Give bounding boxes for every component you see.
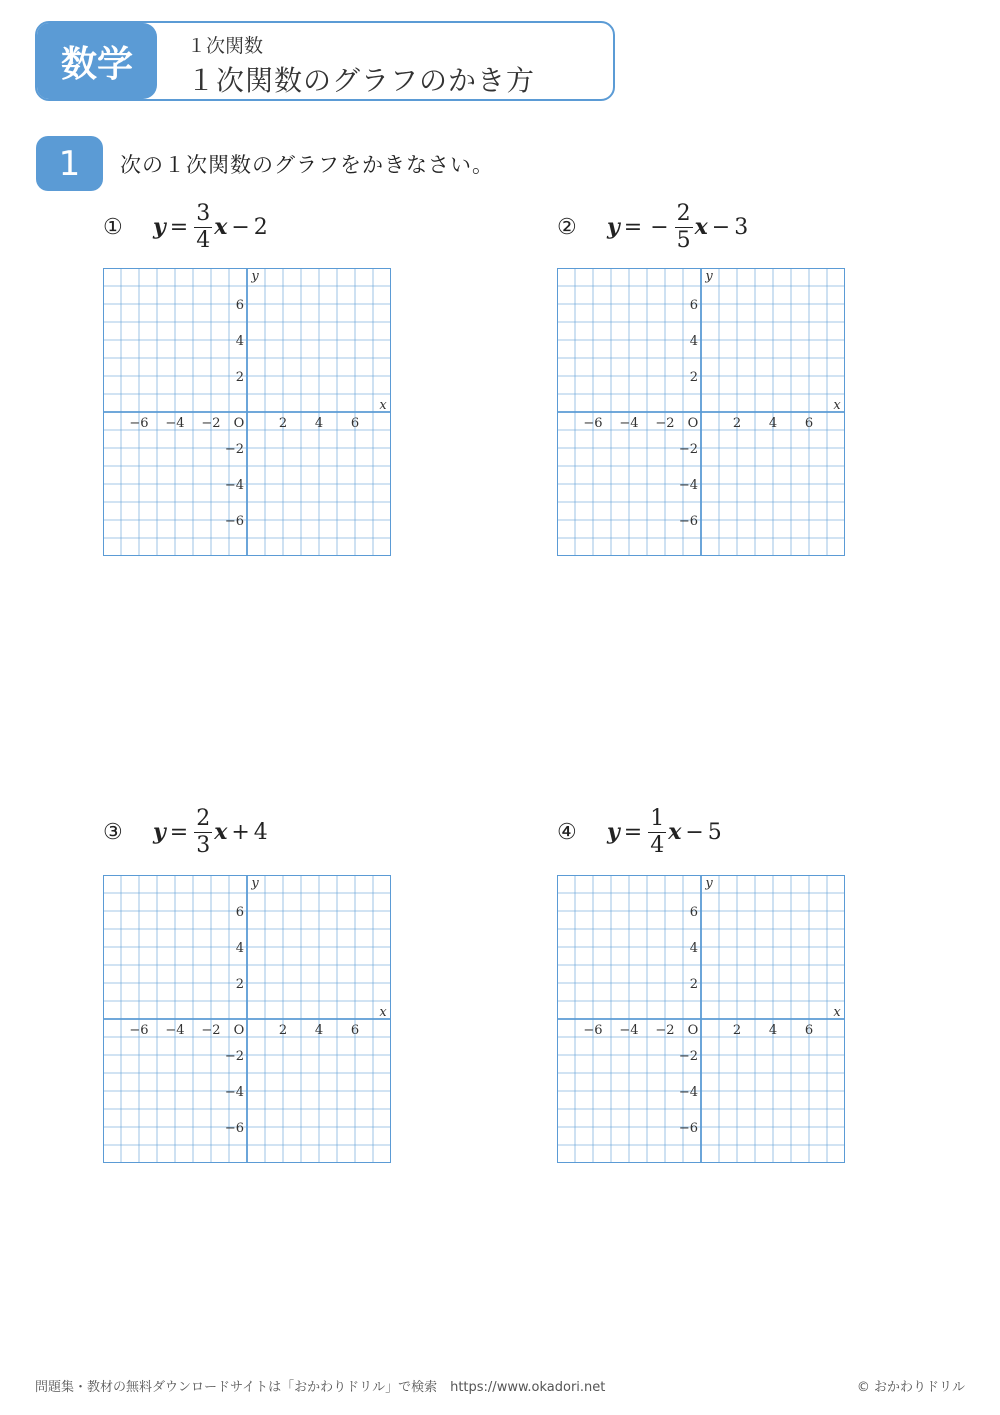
origin-label: O bbox=[233, 416, 245, 431]
y-tick-label: −6 bbox=[678, 1121, 698, 1136]
fraction-denominator: 4 bbox=[650, 832, 665, 858]
formula-fraction bbox=[194, 200, 212, 253]
y-tick-label: 6 bbox=[235, 905, 244, 920]
y-tick-label: −2 bbox=[678, 442, 698, 457]
y-tick-label: 2 bbox=[235, 370, 244, 385]
y-tick-label: 6 bbox=[689, 298, 698, 313]
y-axis-label: y bbox=[705, 269, 713, 284]
formula-lhs: y bbox=[607, 214, 620, 240]
formula-variable: x bbox=[694, 214, 708, 240]
formula-equals: = bbox=[623, 819, 643, 845]
y-tick-label: 4 bbox=[235, 941, 244, 956]
coordinate-grid-3[interactable] bbox=[103, 875, 391, 1163]
formula-constant: 3 bbox=[734, 214, 749, 240]
formula-operator: − bbox=[231, 214, 250, 240]
y-axis-label: y bbox=[251, 269, 259, 284]
x-tick-label: −2 bbox=[655, 1023, 675, 1038]
formula-variable: x bbox=[214, 819, 228, 845]
x-tick-label: −2 bbox=[655, 416, 675, 431]
y-tick-label: −2 bbox=[224, 1049, 244, 1064]
x-tick-label: −4 bbox=[165, 1023, 185, 1038]
x-tick-label: −6 bbox=[583, 416, 603, 431]
x-tick-label: 4 bbox=[768, 416, 778, 431]
y-tick-label: −4 bbox=[224, 478, 244, 493]
y-tick-label: −2 bbox=[678, 1049, 698, 1064]
formula-fraction bbox=[648, 805, 666, 858]
x-tick-label: 6 bbox=[350, 416, 360, 431]
y-tick-label: 4 bbox=[689, 334, 698, 349]
x-tick-label: −6 bbox=[583, 1023, 603, 1038]
problem-1-formula bbox=[103, 197, 268, 257]
formula-operator: + bbox=[231, 819, 250, 845]
x-tick-label: 6 bbox=[804, 416, 814, 431]
problem-number: ② bbox=[557, 214, 577, 240]
x-tick-label: 2 bbox=[732, 416, 742, 431]
x-axis-label: x bbox=[833, 398, 841, 413]
formula-variable: x bbox=[214, 214, 228, 240]
y-tick-label: 4 bbox=[689, 941, 698, 956]
formula-lhs: y bbox=[153, 819, 166, 845]
problem-number: ③ bbox=[103, 819, 123, 845]
formula-constant: 2 bbox=[253, 214, 268, 240]
y-tick-label: 2 bbox=[689, 977, 698, 992]
x-tick-label: 2 bbox=[732, 1023, 742, 1038]
formula-constant: 4 bbox=[253, 819, 268, 845]
origin-label: O bbox=[233, 1023, 245, 1038]
y-tick-label: −4 bbox=[224, 1085, 244, 1100]
problem-4-formula bbox=[557, 802, 722, 862]
formula-variable: x bbox=[668, 819, 682, 845]
fraction-denominator: 3 bbox=[196, 832, 211, 858]
fraction-numerator: 3 bbox=[196, 200, 211, 226]
x-tick-label: −4 bbox=[619, 416, 639, 431]
y-axis-label: y bbox=[705, 876, 713, 891]
y-tick-label: −6 bbox=[224, 1121, 244, 1136]
formula-sign: − bbox=[650, 214, 669, 240]
x-tick-label: 6 bbox=[350, 1023, 360, 1038]
fraction-numerator: 2 bbox=[676, 200, 691, 226]
y-tick-label: −6 bbox=[224, 514, 244, 529]
y-tick-label: 2 bbox=[689, 370, 698, 385]
coordinate-grid-4[interactable] bbox=[557, 875, 845, 1163]
worksheet-header bbox=[35, 21, 615, 101]
x-tick-label: 2 bbox=[278, 416, 288, 431]
x-tick-label: −2 bbox=[201, 416, 221, 431]
x-axis-label: x bbox=[833, 1005, 841, 1020]
subject-label: 数学 bbox=[37, 23, 157, 99]
formula-operator: − bbox=[711, 214, 731, 240]
y-tick-label: 4 bbox=[235, 334, 244, 349]
y-tick-label: −4 bbox=[678, 1085, 698, 1100]
x-tick-label: 4 bbox=[768, 1023, 778, 1038]
coordinate-grid-2[interactable] bbox=[557, 268, 845, 556]
y-axis-label: y bbox=[251, 876, 259, 891]
fraction-denominator: 4 bbox=[196, 227, 211, 253]
x-axis-label: x bbox=[379, 398, 387, 413]
x-tick-label: 2 bbox=[278, 1023, 288, 1038]
y-tick-label: −6 bbox=[678, 514, 698, 529]
unit-label: １次関数 bbox=[187, 35, 264, 57]
fraction-denominator: 5 bbox=[676, 227, 691, 253]
x-tick-label: 6 bbox=[804, 1023, 814, 1038]
y-tick-label: −2 bbox=[224, 442, 244, 457]
footer-copyright: © おかわりドリル bbox=[856, 1380, 965, 1395]
origin-label: O bbox=[687, 1023, 699, 1038]
formula-lhs: y bbox=[607, 819, 620, 845]
x-tick-label: −6 bbox=[129, 416, 149, 431]
question-instruction: 次の１次関数のグラフをかきなさい。 bbox=[120, 153, 494, 177]
x-tick-label: −4 bbox=[165, 416, 185, 431]
formula-equals: = bbox=[169, 214, 189, 240]
formula-lhs: y bbox=[153, 214, 166, 240]
problem-2-formula bbox=[557, 197, 748, 257]
problem-number: ① bbox=[103, 214, 123, 240]
x-tick-label: −6 bbox=[129, 1023, 149, 1038]
x-tick-label: −2 bbox=[201, 1023, 221, 1038]
formula-equals: = bbox=[169, 819, 189, 845]
x-tick-label: 4 bbox=[314, 1023, 324, 1038]
x-tick-label: −4 bbox=[619, 1023, 639, 1038]
formula-fraction bbox=[675, 200, 693, 253]
question-number-badge: 1 bbox=[36, 136, 103, 191]
x-tick-label: 4 bbox=[314, 416, 324, 431]
problem-3-formula bbox=[103, 802, 268, 862]
formula-fraction bbox=[194, 805, 212, 858]
footer-site-notice: 問題集・教材の無料ダウンロードサイトは「おかわりドリル」で検索 https://www.okadori.net bbox=[35, 1380, 606, 1395]
y-tick-label: −4 bbox=[678, 478, 698, 493]
problem-number: ④ bbox=[557, 819, 577, 845]
fraction-numerator: 1 bbox=[650, 805, 665, 831]
formula-constant: 5 bbox=[707, 819, 722, 845]
fraction-numerator: 2 bbox=[196, 805, 211, 831]
origin-label: O bbox=[687, 416, 699, 431]
formula-equals: = bbox=[623, 214, 643, 240]
y-tick-label: 2 bbox=[235, 977, 244, 992]
formula-operator: − bbox=[685, 819, 704, 845]
worksheet-title: １次関数のグラフのかき方 bbox=[187, 64, 536, 97]
y-tick-label: 6 bbox=[235, 298, 244, 313]
y-tick-label: 6 bbox=[689, 905, 698, 920]
coordinate-grid-1[interactable] bbox=[103, 268, 391, 556]
x-axis-label: x bbox=[379, 1005, 387, 1020]
